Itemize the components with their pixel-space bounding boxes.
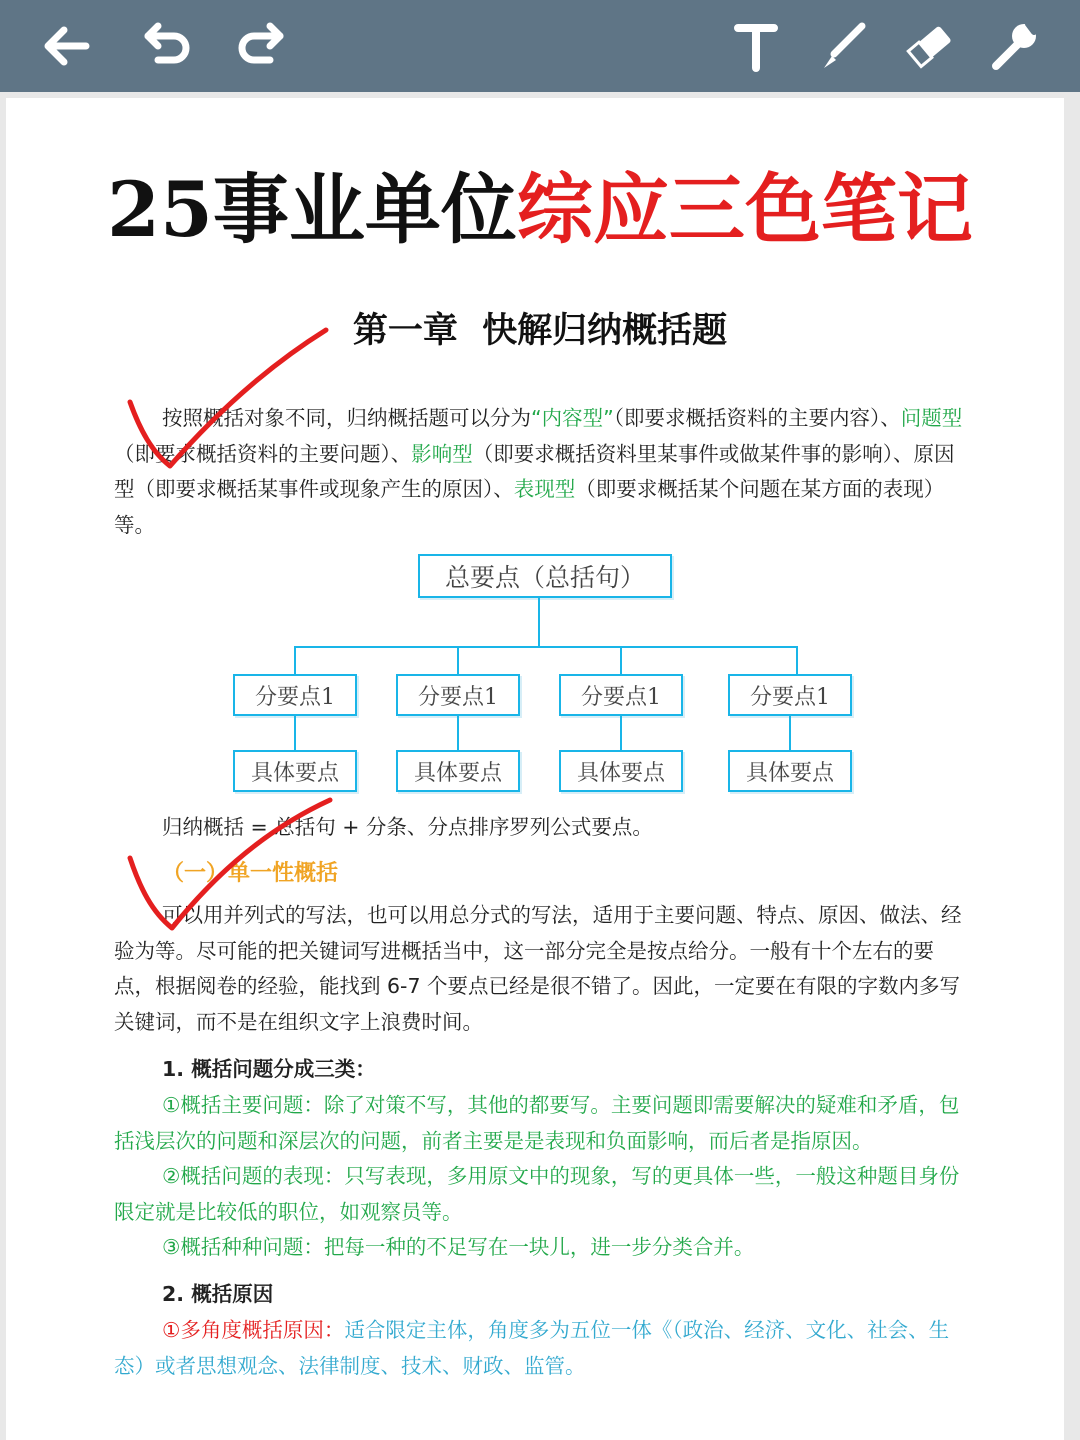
sub2-item-1 <box>114 1313 974 1384</box>
sub1-item-1-text: ①概括主要问题：除了对策不写，其他的都要写。主要问题即需要解决的疑难和矛盾，包括浅层次的问题和深层次的问题，前者主要是是表现和负面影响，而后者是指原因。 <box>114 1093 960 1153</box>
intro-paragraph <box>114 401 974 543</box>
sub1-item-2 <box>114 1159 974 1230</box>
diagram-connector <box>789 716 791 750</box>
diagram-branch-box: 分要点1 <box>233 674 357 716</box>
sub1-item-2-text: ②概括问题的表现：只写表现，多用原文中的现象，写的更具体一些，一般这种题目身份限定就是比较低的职位，如观察员等。 <box>114 1164 960 1224</box>
back-arrow-icon[interactable] <box>34 14 98 78</box>
diagram-connector <box>457 716 459 750</box>
intro-text-5: （即要求概括某个问题在某方面的表现）等。 <box>114 477 945 537</box>
diagram-leaf-box: 具体要点 <box>233 750 357 792</box>
diagram-connector <box>620 646 622 674</box>
eraser-icon[interactable] <box>898 14 962 78</box>
top-toolbar <box>0 0 1080 92</box>
diagram-connector <box>620 716 622 750</box>
diagram-connector <box>294 646 798 648</box>
section1-paragraph <box>114 898 974 1040</box>
diagram-branch-box: 分要点1 <box>396 674 520 716</box>
intro-problem-type: 问题型 <box>900 406 963 430</box>
text-tool-icon[interactable] <box>724 14 788 78</box>
diagram-connector <box>457 646 459 674</box>
chapter-heading: 第一章 快解归纳概括题 <box>352 311 728 351</box>
diagram-connector <box>294 716 296 750</box>
formula-line: 归纳概括 = 总括句 + 分条、分点排序罗列公式要点。 <box>162 815 653 839</box>
pen-icon[interactable] <box>812 14 876 78</box>
sub1-item-3-text: ③概括种种问题：把每一种的不足写在一块儿，进一步分类合并。 <box>162 1235 755 1259</box>
diagram-branch-box: 分要点1 <box>559 674 683 716</box>
diagram-leaf-box: 具体要点 <box>396 750 520 792</box>
intro-text-4: （即要求概括资料里某事件或做某件事的影响）、原因型（即要求概括某事件或现象产生的原因）、 <box>114 441 955 501</box>
sub2-item-1-label: ①多角度概括原因： <box>162 1318 345 1342</box>
intro-text-1: 按照概括对象不同，归纳概括题可以分为 <box>162 406 531 430</box>
diagram-root-box: 总要点（总括句） <box>418 554 672 598</box>
sub1-item-1 <box>114 1088 974 1159</box>
intro-manifest-type: 表现型 <box>513 477 576 501</box>
diagram-connector <box>796 646 798 674</box>
sub1-item-3 <box>114 1230 974 1266</box>
section-heading-single: （一）单一性概括 <box>162 861 339 886</box>
section1-body: 可以用并列式的写法，也可以用总分式的写法，适用于主要问题、特点、原因、做法、经验为等。尽可能的把关键词写进概括当中，这一部分完全是按点给分。一般有十个左右的要点，根据阅卷的经验，能找到 6-7 个要点已经是很不错了。因此，一定要在有限的字数内多写关键词，而不是在组织文字上浪费时间。 <box>114 903 962 1034</box>
document-title <box>0 162 1080 258</box>
diagram-connector <box>538 598 540 646</box>
diagram-branch-box: 分要点1 <box>728 674 852 716</box>
title-red-part: 综应三色笔记 <box>516 165 973 254</box>
sub-heading-1: 1. 概括问题分成三类： <box>162 1057 376 1081</box>
redo-icon[interactable] <box>230 14 294 78</box>
undo-icon[interactable] <box>134 14 198 78</box>
intro-text-2: （即要求概括资料的主要内容）、 <box>613 406 901 430</box>
intro-impact-type: 影响型 <box>411 441 473 466</box>
intro-text-3: （即要求概括资料的主要问题）、 <box>114 441 412 466</box>
sub-heading-2: 2. 概括原因 <box>162 1282 274 1306</box>
title-black-part: 25事业单位 <box>107 165 517 254</box>
sub2-item-1-text: 适合限定主体，角度多为五位一体《（政治、经济、文化、社会、生态）或者思想观念、法律制度、技术、财政、监管。 <box>114 1318 950 1378</box>
intro-content-type: “内容型” <box>531 406 614 430</box>
diagram-connector <box>294 646 296 674</box>
wrench-icon[interactable] <box>982 14 1046 78</box>
diagram-leaf-box: 具体要点 <box>559 750 683 792</box>
diagram-leaf-box: 具体要点 <box>728 750 852 792</box>
